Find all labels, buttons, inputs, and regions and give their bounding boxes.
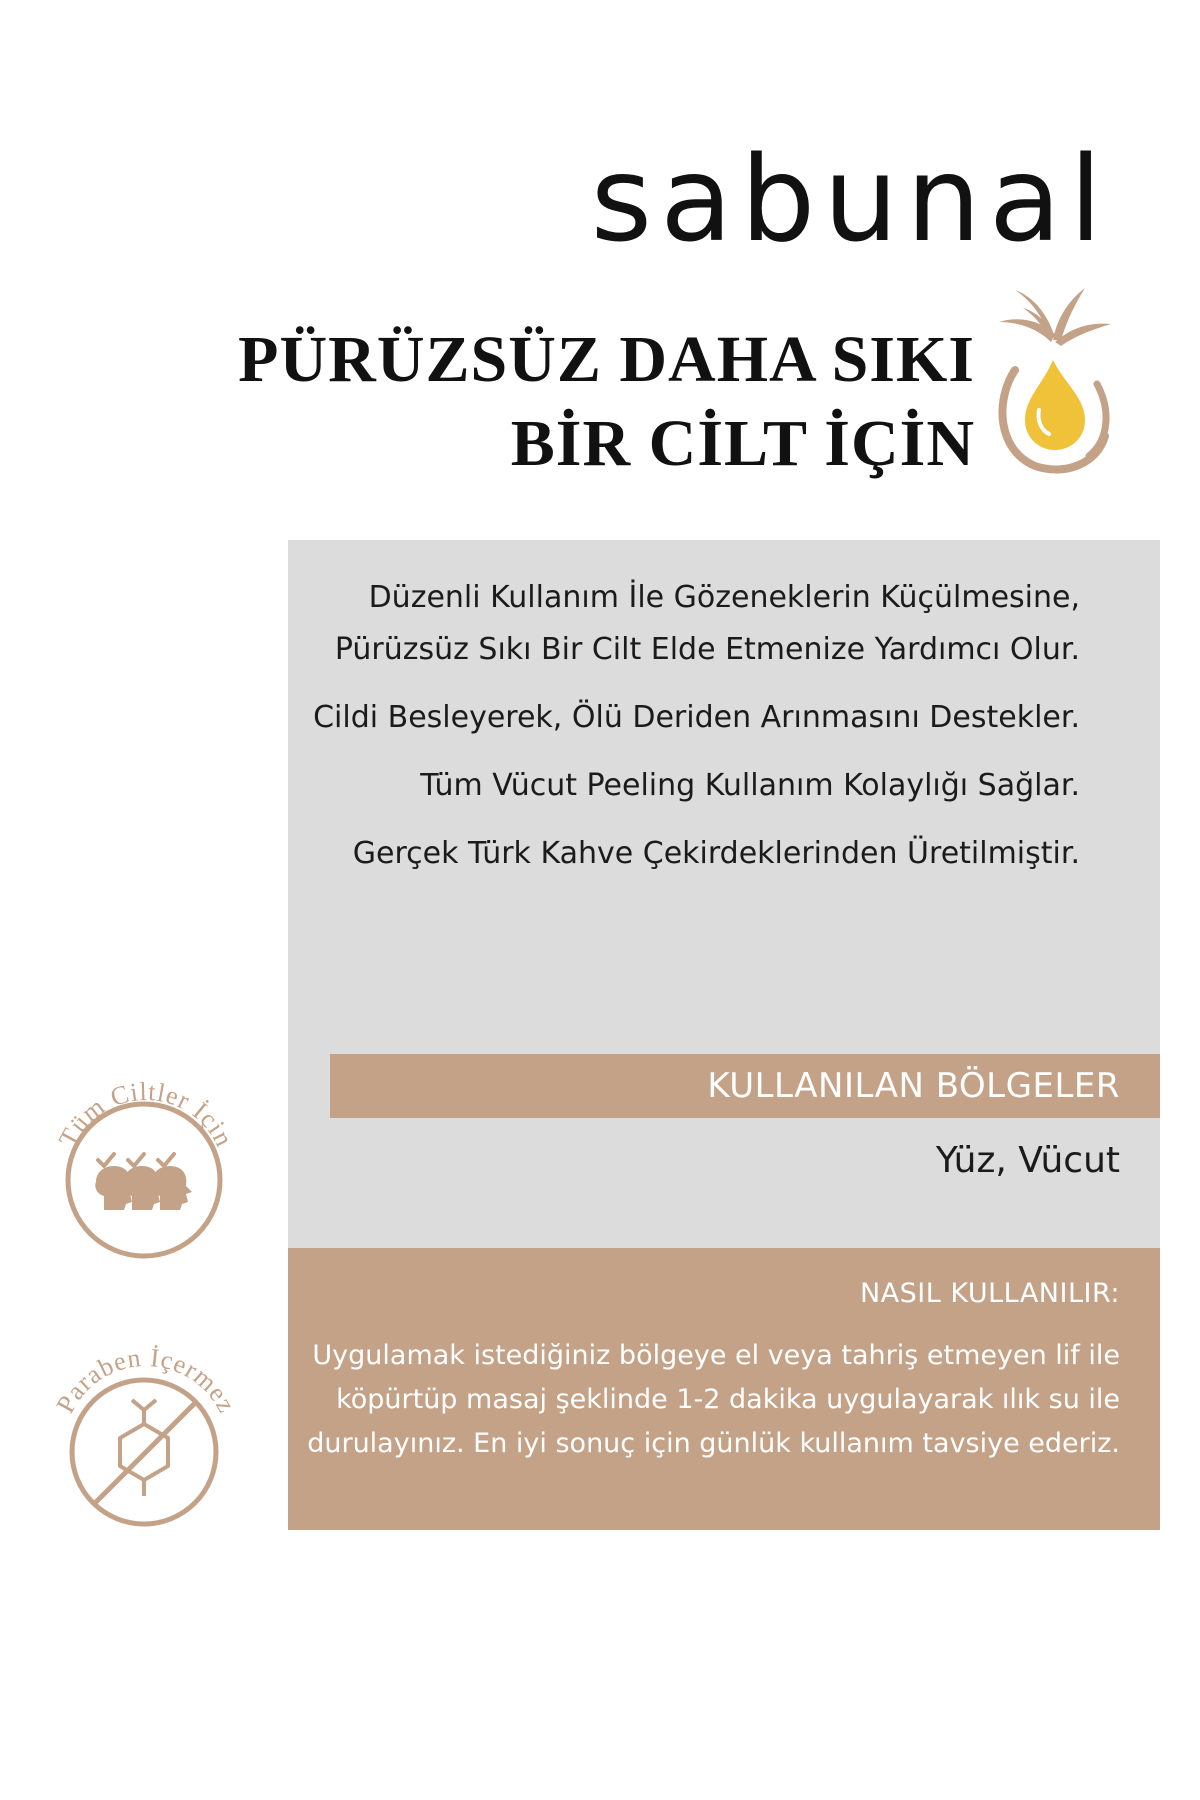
paraben-free-badge [40,1320,250,1540]
headline [238,318,975,486]
benefit-item: Cildi Besleyerek, Ölü Deriden Arınmasını Destekler. [313,700,1080,735]
benefit-item [280,572,1080,676]
usage-line: durulayınız. En iyi sonuç için günlük kullanım tavsiye ederiz. [307,1428,1120,1459]
benefit-text: Pürüzsüz Sıkı Bir Cilt Elde Etmenize Yardımcı Olur. [334,632,1080,667]
usage-panel [288,1248,1160,1530]
usage-line: köpürtüp masaj şeklinde 1-2 dakika uygulayarak ılık su ile [336,1384,1120,1415]
areas-value: Yüz, Vücut [935,1140,1120,1181]
headline-line-2: BİR CİLT İÇİN [510,407,975,480]
no-paraben-icon [94,1400,196,1504]
areas-header-band [330,1054,1160,1118]
brand-logo-text: sabunal [590,130,1110,268]
usage-line: Uygulamak istediğiniz bölgeye el veya tahriş etmeyen lif ile [312,1340,1120,1371]
usage-title: NASIL KULLANILIR: [859,1278,1120,1309]
three-faces-check-icon [95,1154,192,1210]
benefits-list [280,572,1080,896]
badge-skin-label: Tüm Ciltler İçin [52,1076,240,1152]
benefit-item: Tüm Vücut Peeling Kullanım Kolaylığı Sağlar. [420,768,1080,803]
areas-title: KULLANILAN BÖLGELER [707,1066,1120,1106]
headline-line-1: PÜRÜZSÜZ DAHA SIKI [238,323,975,396]
coconut-oil-drop-icon [985,280,1115,480]
badge-paraben-label: Paraben İçermez [50,1342,242,1418]
benefits-panel [288,540,1160,1248]
usage-text [300,1334,1120,1466]
all-skin-types-badge [40,1060,250,1270]
benefit-text: Düzenli Kullanım İle Gözeneklerin Küçülmesine, [368,580,1080,615]
benefit-item: Gerçek Türk Kahve Çekirdeklerinden Üretilmiştir. [352,836,1080,871]
